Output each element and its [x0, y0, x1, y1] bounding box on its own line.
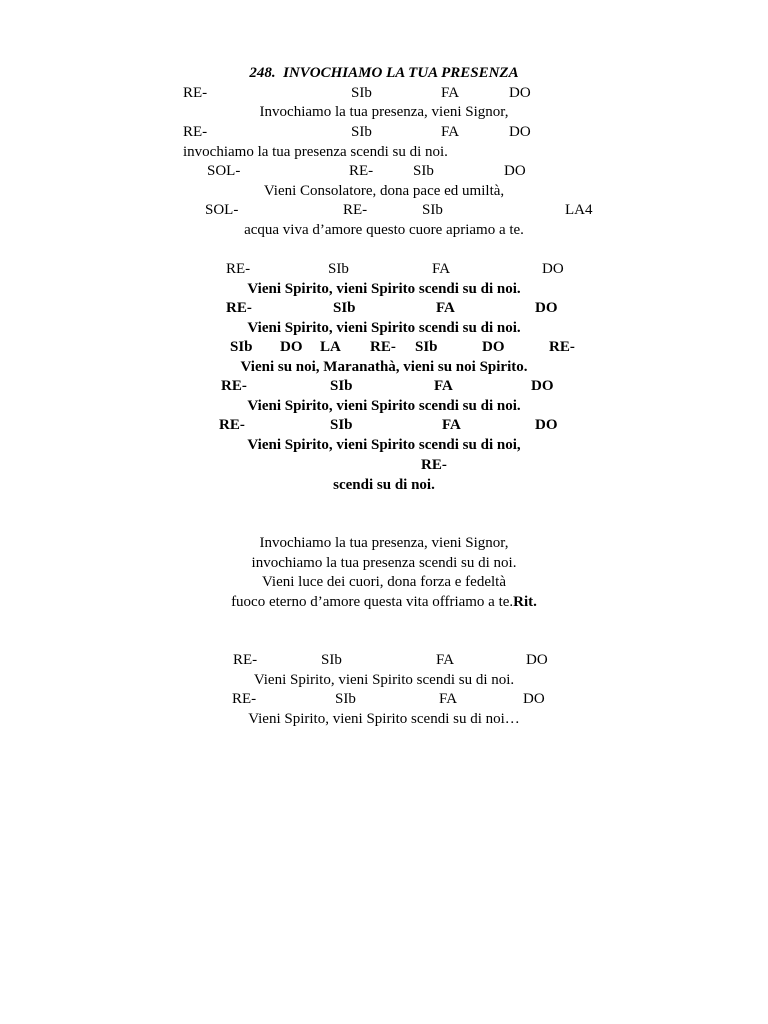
refrain-marker: Rit.: [513, 594, 537, 610]
chord: DO: [526, 652, 548, 668]
chord: DO: [482, 339, 505, 355]
chord: FA: [441, 85, 460, 101]
chord: FA: [436, 652, 455, 668]
chord-line: [0, 201, 768, 219]
chord: SIb: [413, 163, 434, 179]
chorus-line: Vieni Spirito, vieni Spirito scendi su di noi,: [247, 437, 521, 453]
chord: RE-: [226, 261, 251, 277]
chorus-line: Vieni Spirito, vieni Spirito scendi su di noi.: [247, 320, 521, 336]
lyric-line: Vieni Spirito, vieni Spirito scendi su di noi.: [253, 672, 515, 688]
chorus-line: Vieni Spirito, vieni Spirito scendi su di noi.: [247, 398, 521, 414]
lyric-line: Invochiamo la tua presenza, vieni Signor,: [259, 535, 509, 551]
chord: FA: [432, 261, 451, 277]
chord: RE-: [221, 378, 247, 394]
chord: DO: [509, 85, 531, 101]
chord-line: [0, 416, 768, 434]
chord: RE-: [233, 652, 258, 668]
chord: SOL-: [207, 163, 241, 179]
chord-line: [0, 84, 768, 102]
lyric-line: [0, 593, 768, 611]
chord-line: [0, 690, 768, 708]
chord: SIb: [321, 652, 342, 668]
chord-line: [0, 651, 768, 669]
chord: SIb: [351, 124, 372, 140]
chord-line: [0, 338, 768, 356]
lyric-line: Vieni Consolatore, dona pace ed umiltà,: [263, 183, 505, 199]
chord: SIb: [330, 417, 353, 433]
chord: RE-: [219, 417, 245, 433]
chord: LA: [320, 339, 341, 355]
chord: FA: [442, 417, 461, 433]
chord: SIb: [328, 261, 349, 277]
chord: FA: [434, 378, 453, 394]
chord: DO: [504, 163, 526, 179]
chord-line: [0, 260, 768, 278]
chord: DO: [535, 417, 558, 433]
song-title: 248. INVOCHIAMO LA TUA PRESENZA: [249, 65, 519, 81]
chord: SOL-: [205, 202, 239, 218]
chord: DO: [509, 124, 531, 140]
chord-line: [0, 123, 768, 141]
chord: SIb: [335, 691, 356, 707]
chord: FA: [436, 300, 455, 316]
chord-line: [0, 162, 768, 180]
chord: SIb: [230, 339, 253, 355]
lyric-line: Invochiamo la tua presenza, vieni Signor,: [259, 104, 509, 120]
chord: DO: [523, 691, 545, 707]
chord: SIb: [351, 85, 372, 101]
chord-line: [0, 377, 768, 395]
chord-line: [0, 299, 768, 317]
lyric-text: fuoco eterno d’amore questa vita offriamo a te.: [231, 594, 514, 610]
chord: SIb: [415, 339, 438, 355]
chord: RE-: [183, 124, 208, 140]
chord: RE-: [421, 457, 447, 473]
chord-line: [0, 456, 768, 474]
chorus-line: Vieni Spirito, vieni Spirito scendi su di noi.: [247, 281, 521, 297]
chord: DO: [542, 261, 564, 277]
chord: SIb: [333, 300, 356, 316]
chord: RE-: [226, 300, 252, 316]
chord: RE-: [549, 339, 575, 355]
lyric-line: invochiamo la tua presenza scendi su di noi.: [183, 144, 448, 160]
chorus-line: Vieni su noi, Maranathà, vieni su noi Spirito.: [240, 359, 528, 375]
chord: SIb: [330, 378, 353, 394]
chord: RE-: [232, 691, 257, 707]
lyric-line: Vieni Spirito, vieni Spirito scendi su di noi…: [248, 711, 520, 727]
chord: DO: [280, 339, 303, 355]
chord: SIb: [422, 202, 443, 218]
chord: FA: [441, 124, 460, 140]
chord: RE-: [370, 339, 396, 355]
chord: FA: [439, 691, 458, 707]
chord: DO: [531, 378, 554, 394]
chorus-line: scendi su di noi.: [333, 477, 435, 493]
lyric-line: Vieni luce dei cuori, dona forza e fedeltà: [262, 574, 506, 590]
lyric-line: invochiamo la tua presenza scendi su di noi.: [251, 555, 517, 571]
chord: RE-: [343, 202, 368, 218]
chord: RE-: [183, 85, 208, 101]
chord: LA4: [565, 202, 593, 218]
lyric-line: acqua viva d’amore questo cuore apriamo a te.: [244, 222, 524, 238]
chord: DO: [535, 300, 558, 316]
chord: RE-: [349, 163, 374, 179]
